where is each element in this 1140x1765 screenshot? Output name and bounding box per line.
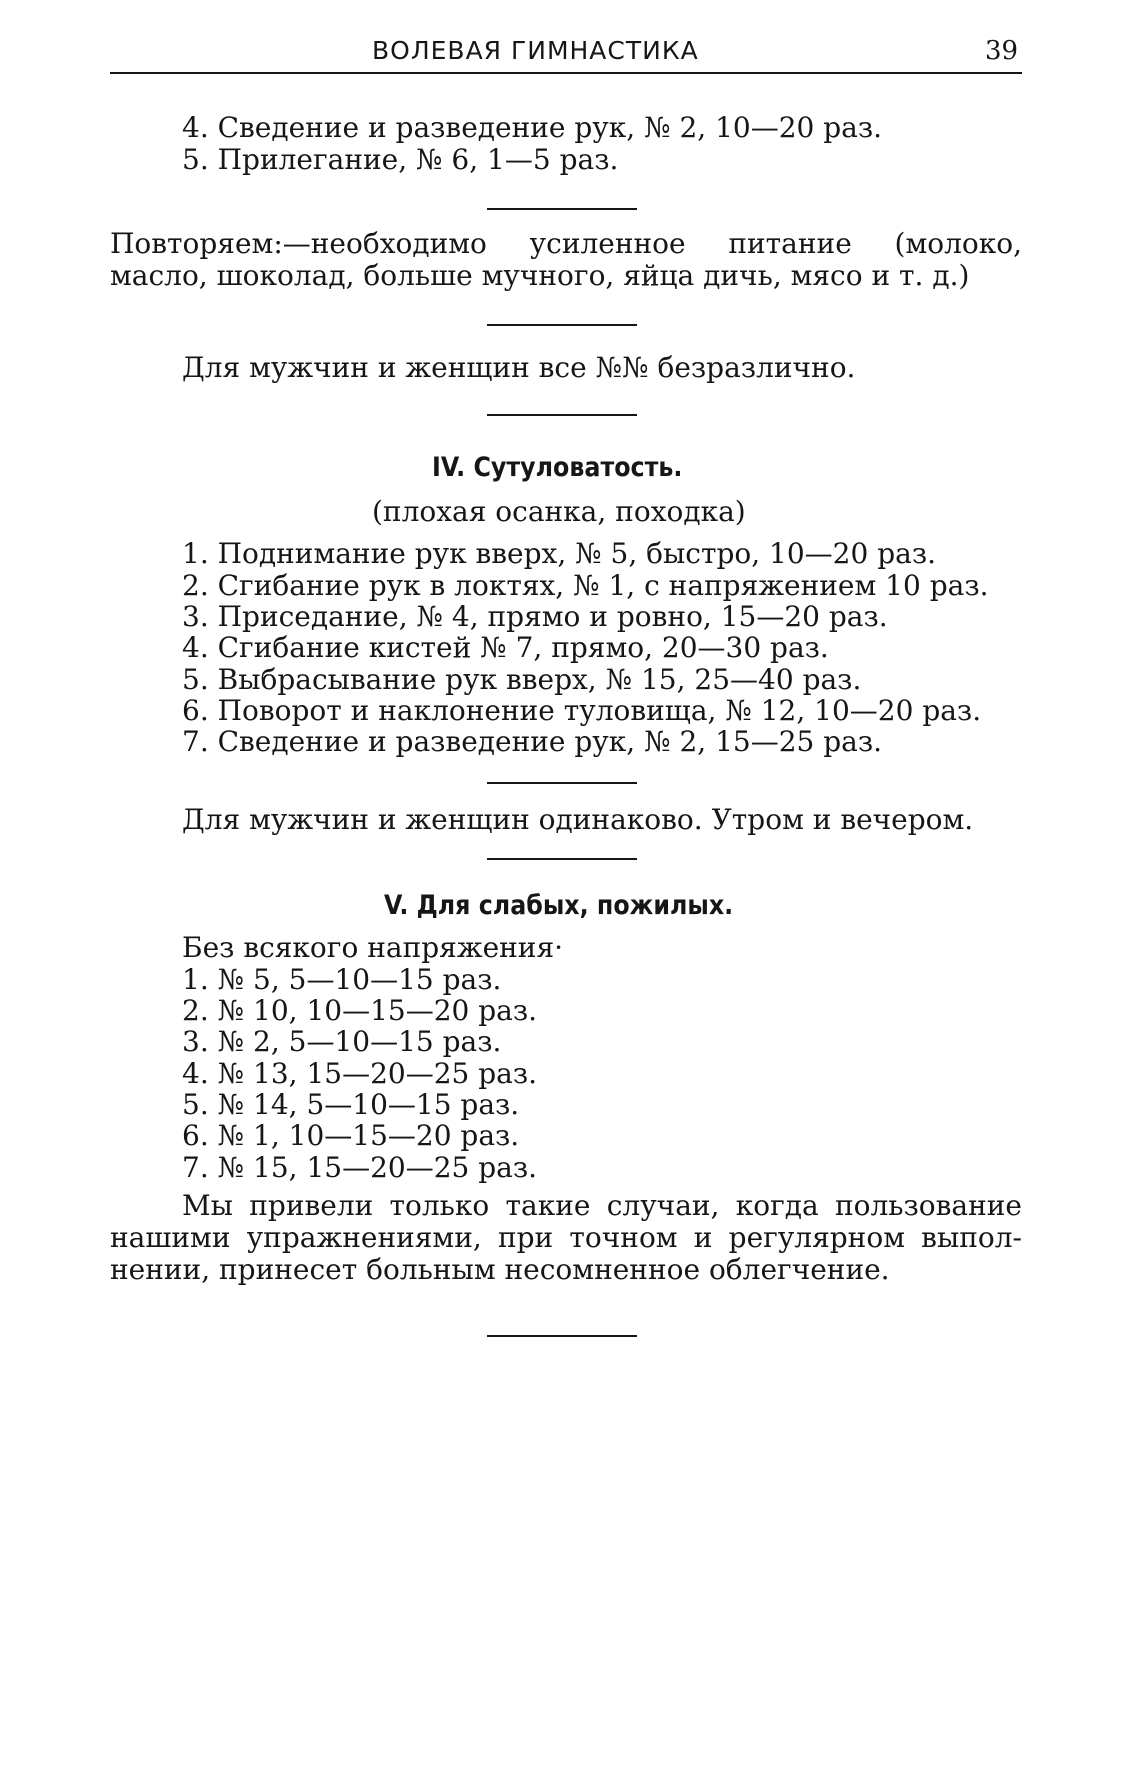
section-heading: V. Для слабых, пожилых. — [384, 890, 734, 921]
list-item: 5. Прилегание, № 6, 1—5 раз. — [182, 143, 619, 176]
closing-paragraph-line: нении, принесет больным несомненное облегчение. — [110, 1253, 890, 1286]
nutrition-note-line: масло, шоколад, больше мучного, яйца дичь, мясо и т. д.) — [110, 259, 970, 292]
list-item: 4. Сведение и разведение рук, № 2, 10—20 раз. — [182, 111, 883, 144]
section-divider — [487, 782, 637, 784]
closing-paragraph-line: нашими упражнениями, при точном и регулярном выпол- — [110, 1221, 1022, 1254]
list-item: 2. № 10, 10—15—20 раз. — [182, 994, 538, 1027]
nutrition-note-line: Повторяем:—необходимо усиленное питание (молоко, — [110, 227, 1022, 260]
list-item: 4. Сгибание кистей № 7, прямо, 20—30 раз. — [182, 631, 829, 664]
section-divider — [487, 324, 637, 326]
section-subheading: (плохая осанка, походка) — [372, 495, 746, 528]
list-item: 7. № 15, 15—20—25 раз. — [182, 1151, 538, 1184]
list-item: 6. Поворот и наклонение туловища, № 12, 10—20 раз. — [182, 694, 982, 727]
list-item: 7. Сведение и разведение рук, № 2, 15—25 раз. — [182, 725, 883, 758]
end-divider — [487, 1335, 637, 1337]
list-item: 1. № 5, 5—10—15 раз. — [182, 963, 502, 996]
section-intro: Без всякого напряжения· — [182, 931, 564, 964]
list-item: 6. № 1, 10—15—20 раз. — [182, 1119, 520, 1152]
list-item: 1. Поднимание рук вверх, № 5, быстро, 10—20 раз. — [182, 537, 936, 570]
section-note: Для мужчин и женщин одинаково. Утром и вечером. — [182, 803, 974, 836]
list-item: 2. Сгибание рук в локтях, № 1, с напряжением 10 раз. — [182, 569, 989, 602]
list-item: 4. № 13, 15—20—25 раз. — [182, 1057, 538, 1090]
running-header-title: ВОЛЕВАЯ ГИМНАСТИКА — [372, 36, 699, 65]
page-number: 39 — [985, 36, 1019, 66]
section-divider — [487, 208, 637, 210]
closing-paragraph-line: Мы привели только такие случаи, когда пользование — [182, 1189, 1022, 1222]
gender-note: Для мужчин и женщин все №№ безразлично. — [182, 351, 856, 384]
header-rule — [110, 72, 1022, 74]
list-item: 3. № 2, 5—10—15 раз. — [182, 1025, 502, 1058]
list-item: 3. Приседание, № 4, прямо и ровно, 15—20 раз. — [182, 600, 888, 633]
list-item: 5. Выбрасывание рук вверх, № 15, 25—40 раз. — [182, 663, 862, 696]
list-item: 5. № 14, 5—10—15 раз. — [182, 1088, 520, 1121]
section-heading: IV. Сутуловатость. — [432, 452, 683, 483]
section-divider — [487, 858, 637, 860]
section-divider — [487, 414, 637, 416]
